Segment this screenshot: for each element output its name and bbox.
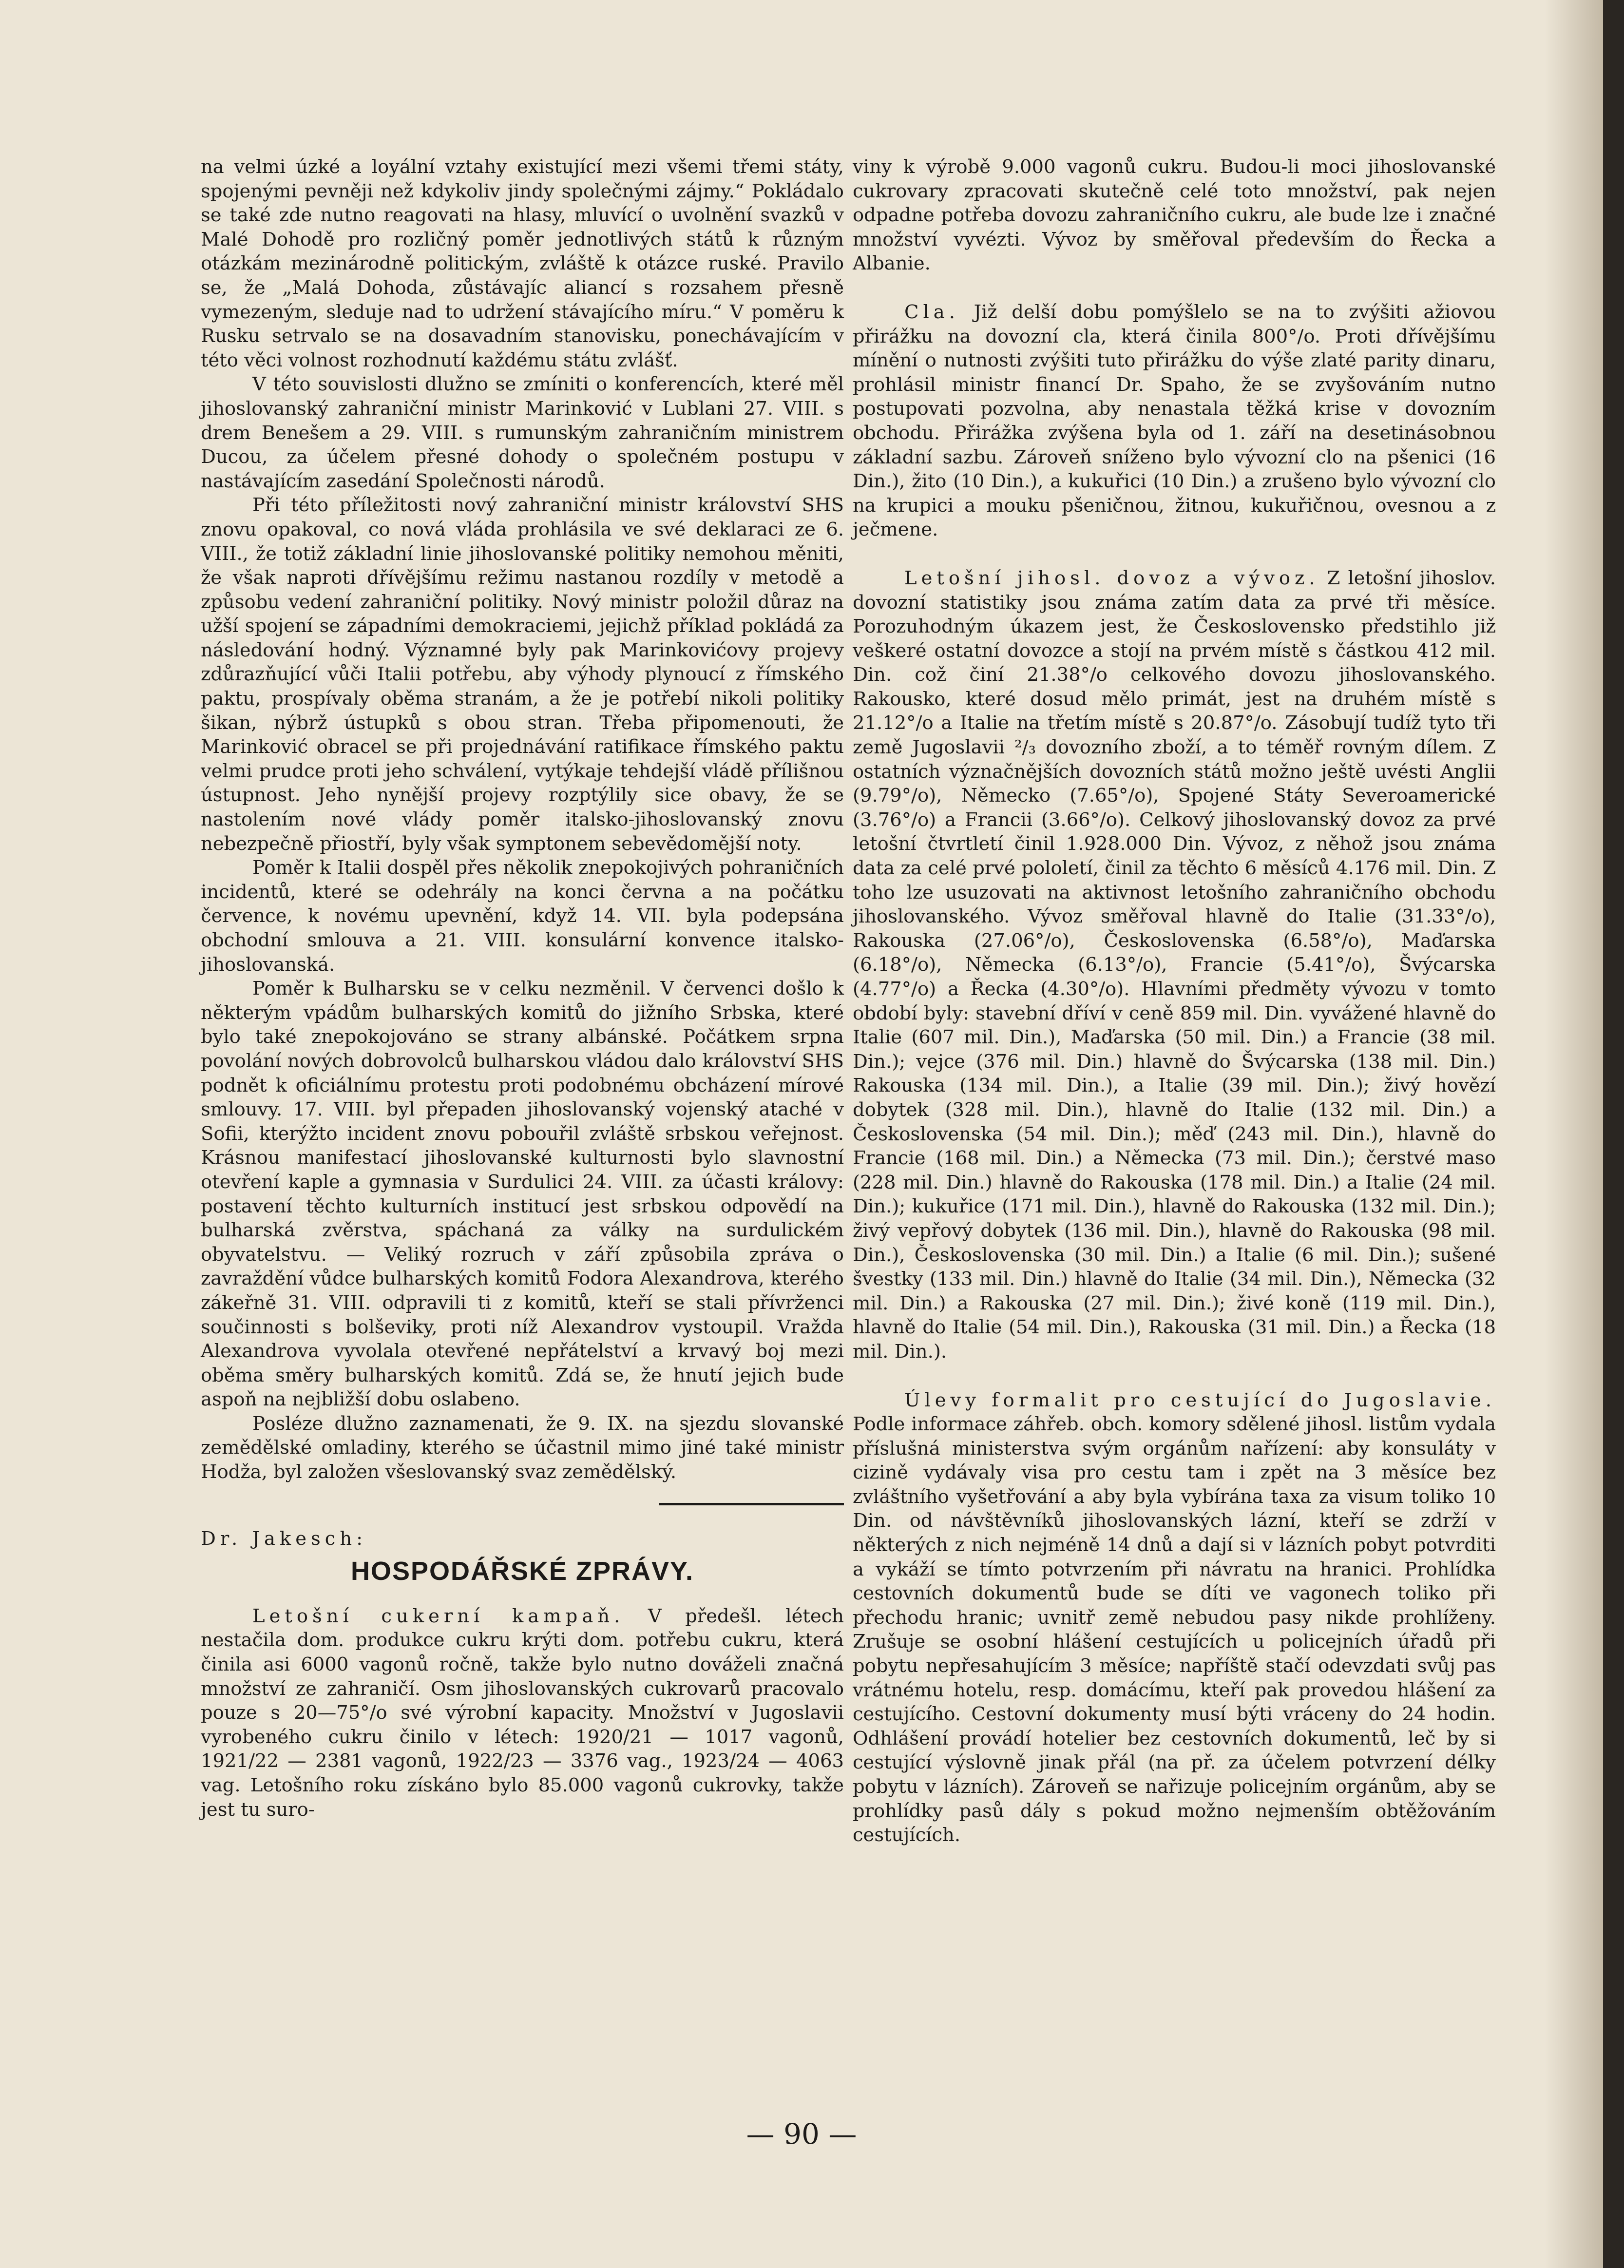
- paragraph: [853, 1388, 1496, 1847]
- paragraph-title: Letošní cukerní kampaň.: [252, 1605, 625, 1627]
- paragraph: na velmi úzké a loyální vztahy existující mezi všemi třemi státy, spojenými pevněji než kdykoliv jindy společnými zájmy.“ Pokládalo se také zde nutno reagovati na hlasy, mluvící o uvolnění svazků v Malé Dohodě pro rozličný poměr jednotlivých států k různým otázkám mezinárodně politickým, zvláště k otázce ruské. Pravilo se, že „Malá Dohoda, zůstávajíc aliancí s rozsahem přesně vymezeným, sleduje nad to udržení stávajícího míru.“ V poměru k Rusku setrvalo se na dosavadním stanovisku, ponechávajícím v této věci volnost rozhodnutí každému státu zvlášť.: [201, 156, 844, 371]
- paragraph: V této souvislosti dlužno se zmíniti o konferencích, které měl jihoslovanský zahraniční ministr Marinković v Lublani 27. VIII. s drem Benešem a 29. VIII. s rumunským zahraničním ministrem Ducou, za účelem přesné dohody o společném postupu v nastávajícím zasedání Společnosti národů.: [201, 373, 844, 492]
- paragraph-title: Letošní jihosl. dovoz a vývoz.: [904, 567, 1319, 589]
- paragraph-body: Již delší dobu pomýšlelo se na to zvýšiti ažiovou přirážku na dovozní cla, která činila 800°/o. Proti dřívějšímu mínění o nutnosti zvýšiti tuto přirážku do výše zlaté parity dinaru, prohlásil ministr financí Dr. Spaho, že se zvyšováním nutno postupovati pozvolna, aby nenastala těžká krise v dovozním obchodu. Přirážka zvýšena byla od 1. září na desetinásobnou základní sazbu. Zároveň sníženo bylo vývozní clo na pšenici (16 Din.), žito (10 Din.), a kukuřici (10 Din.) a zrušeno bylo vývozní clo na krupici a mouku pšeničnou, žitnou, kukuřičnou, ovesnou a z ječmene.: [853, 301, 1496, 541]
- paragraph: Poměr k Bulharsku se v celku nezměnil. V červenci došlo k některým vpádům bulharských komitů do jižního Srbska, které bylo také znepokojováno se strany albánské. Počátkem srpna povolání nových dobrovolců bulharskou vládou dalo království SHS podnět k oficiálnímu protestu proti podobnému obcházení mírové smlouvy. 17. VIII. byl přepaden jihoslovanský vojenský ataché v Sofii, kterýžto incident znovu pobouřil zvláště srbskou veřejnost. Krásnou manifestací jihoslovanské kulturnosti bylo slavnostní otevření kaple a gymnasia v Surdulici 24. VIII. za účasti královy: postavení těchto kulturních institucí jest srbskou odpovědí na bulharská zvěrstva, spáchaná za války na surdulickém obyvatelstvu. — Veliký rozruch v září způsobila zpráva o zavraždění vůdce bulharských komitů Fodora Alexandrova, kterého zákeřně 31. VIII. odpravili ti z komitů, kteří se stali přívrženci součinnosti s bolševiky, proti níž Alexandrov vystoupil. Vražda Alexandrova vyvolala otevřené nepřátelství a krvavý boj mezi oběma směry bulharských komitů. Zdá se, že hnutí jejich bude aspoň na nejbližší dobu oslabeno.: [201, 978, 844, 1411]
- paragraph-body: Z letošní jihoslov. dovozní statistiky jsou známa zatím data za prvé tři měsíce. Porozuhodným úkazem jest, že Československo předstihlo již veškeré ostatní dovozce a stojí na prvém místě s částkou 412 mil. Din. což činí 21.38°/o celkového dovozu jihoslovanského. Rakousko, které dosud mělo primát, jest na druhém místě s 21.12°/o a Italie na třetím místě s 20.87°/o. Zásobují tudíž tyto tři země Jugoslavii ²/₃ dovozního zboží, a to téměř rovným dílem. Z ostatních význačnějších dovozních států možno ještě uvésti Anglii (9.79°/o), Německo (7.65°/o), Spojené Státy Severoamerické (3.76°/o) a Francii (3.66°/o). Celkový jihoslovanský dovoz za prvé letošní čtvrtletí činil 1.928.000 Din. Vývoz, z něhož jsou známa data za celé prvé pololetí, činil za těchto 6 měsíců 4.176 mil. Din. Z toho lze usuzovati na aktivnost letošního zahraničního obchodu jihoslovanského. Vývoz směřoval hlavně do Italie (31.33°/o), Rakouska (27.06°/o), Československa (6.58°/o), Maďarska (6.18°/o), Německa (6.13°/o), Francie (5.41°/o), Švýcarska (4.77°/o) a Řecka (4.30°/o). Hlavními předměty vývozu v tomto období byly: stavební dříví v ceně 859 mil. Din. vyvážené hlavně do Italie (607 mil. Din.), Maďarska (50 mil. Din.) a Francie (38 mil. Din.); vejce (376 mil. Din.) hlavně do Švýcarska (138 mil. Din.) Rakouska (134 mil. Din.), a Italie (39 mil. Din.); živý hovězí dobytek (328 mil. Din.), hlavně do Italie (132 mil. Din.) a Československa (54 mil. Din.); měď (243 mil. Din.), hlavně do Francie (168 mil. Din.) a Německa (73 mil. Din.); čerstvé maso (228 mil. Din.) hlavně do Rakouska (178 mil. Din.) a Italie (24 mil. Din.); kukuřice (171 mil. Din.), hlavně do Rakouska (132 mil. Din.); živý vepřový dobytek (136 mil. Din.), hlavně do Rakouska (98 mil. Din.), Československa (30 mil. Din.) a Italie (6 mil. Din.); sušené švestky (133 mil. Din.) hlavně do Italie (34 mil. Din.), Německa (32 mil. Din.) a Rakouska (27 mil. Din.); živé koně (119 mil. Din.), hlavně do Italie (54 mil. Din.), Rakouska (31 mil. Din.) a Řecka (18 mil. Din.).: [853, 567, 1496, 1363]
- right-column: [853, 155, 1496, 1847]
- paragraph: Poměr k Italii dospěl přes několik znepokojivých pohraničních incidentů, které se odehrály na konci června a na počátku července, k novému upevnění, když 14. VII. byla podepsána obchodní smlouva a 21. VIII. konsulární konvence italsko-jihoslovanská.: [201, 857, 844, 976]
- paragraph-body: V předešl. létech nestačila dom. produkce cukru krýti dom. potřebu cukru, která činila asi 6000 vagonů ročně, takže bylo nutno dováželi značná množství ze zahraničí. Osm jihoslovanských cukrovarů pracovalo pouze s 20—75°/o své výrobní kapacity. Množství v Jugoslavii vyrobeného cukru činilo v létech: 1920/21 — 1017 vagonů, 1921/22 — 2381 vagonů, 1922/23 — 3376 vag., 1923/24 — 4063 vag. Letošního roku získáno bylo 85.000 vagonů cukrovky, takže jest tu suro-: [201, 1605, 844, 1821]
- paragraph: viny k výrobě 9.000 vagonů cukru. Budou-li moci jihoslovanské cukrovary zpracovati skutečně celé toto množství, pak nejen odpadne potřeba dovozu zahraničního cukru, ale bude lze i značné množství vyvézti. Vývoz by směřoval především do Řecka a Albanie.: [853, 156, 1496, 275]
- author-byline: Dr. Jakesch:: [201, 1527, 367, 1550]
- paragraph: [853, 300, 1496, 542]
- paragraph-title: Cla.: [904, 301, 959, 323]
- paragraph-title: Úlevy formalit pro cestující do Jugoslavie.: [904, 1389, 1496, 1411]
- page-number: — 90 —: [746, 2117, 857, 2151]
- left-column: [201, 155, 844, 1822]
- paragraph: Posléze dlužno zaznamenati, že 9. IX. na sjezdu slovanské zemědělské omladiny, kterého se účastnil mimo jiné také ministr Hodža, byl založen všeslovanský svaz zemědělský.: [201, 1412, 844, 1483]
- paragraph: Při této příležitosti nový zahraniční ministr království SHS znovu opakoval, co nová vláda prohlásila ve své deklaraci ze 6. VIII., že totiž základní linie jihoslovanské politiky nemohou měniti, že však naproti dřívějšímu režimu nastanou rozdíly v metodě a způsobu vedení zahraniční politiky. Nový ministr položil důraz na užší spojení se západními demokraciemi, jejichž příklad pokládá za následování hodný. Významné byly pak Marinkovićovy projevy zdůrazňující vůči Italii potřebu, aby výhody plynoucí z římského paktu, prospívaly oběma stranám, a že je potřebí nikoli politiky šikan, nýbrž ústupků s obou stran. Třeba připomenouti, že Marinković obracel se při projednávání ratifikace římského paktu velmi prudce proti jeho schválení, vytýkaje tehdejší vládě přílišnou ústupnost. Jeho nynější projevy rozptýlily sice obavy, že se nastolením nové vlády poměr italsko-jihoslovanský znovu nebezpečně přiostří, byly však symptonem sebevědomější noty.: [201, 494, 844, 855]
- paragraph: [201, 1604, 844, 1822]
- section-divider: [659, 1503, 844, 1505]
- paragraph: [853, 566, 1496, 1364]
- section-heading: HOSPODÁŘSKÉ ZPRÁVY.: [350, 1557, 694, 1586]
- paragraph-body: Podle informace záhřeb. obch. komory sdělené jihosl. listům vydala příslušná ministerstva svým orgánům nařízení: aby konsuláty v cizině vydávaly visa pro cestu tam i zpět na 3 měsíce bez zvláštního vyšetřování a aby byla vybírána taxa za visum toliko 10 Din. od návštěvníků jihoslovanských lázní, kteří se zdrží v některých z nich nejméně 14 dnů a dají si v lázních pobyt potvrditi a vykáží se tímto potvrzením při návratu na hranici. Prohlídka cestovních dokumentů bude se díti ve vagonech toliko při přechodu hranic; uvnitř země nebudou pasy nikde prohlíženy. Zrušuje se osobní hlášení cestujících u policejních úřadů při pobytu nepřesahujícím 3 měsíce; napříště stačí odevzdati svůj pas vrátnému hotelu, resp. domácímu, kteří pak provedou hlášení za cestujícího. Cestovní dokumenty musí býti vráceny do 24 hodin. Odhlášení provádí hotelier bez cestovních dokumentů, leč by si cestující výslovně jinak přál (na př. za účelem potvrzení délky pobytu v lázních). Zároveň se nařizuje policejním orgánům, aby se prohlídky pasů dály s pokud možno nejmenším obtěžováním cestujících.: [853, 1413, 1496, 1846]
